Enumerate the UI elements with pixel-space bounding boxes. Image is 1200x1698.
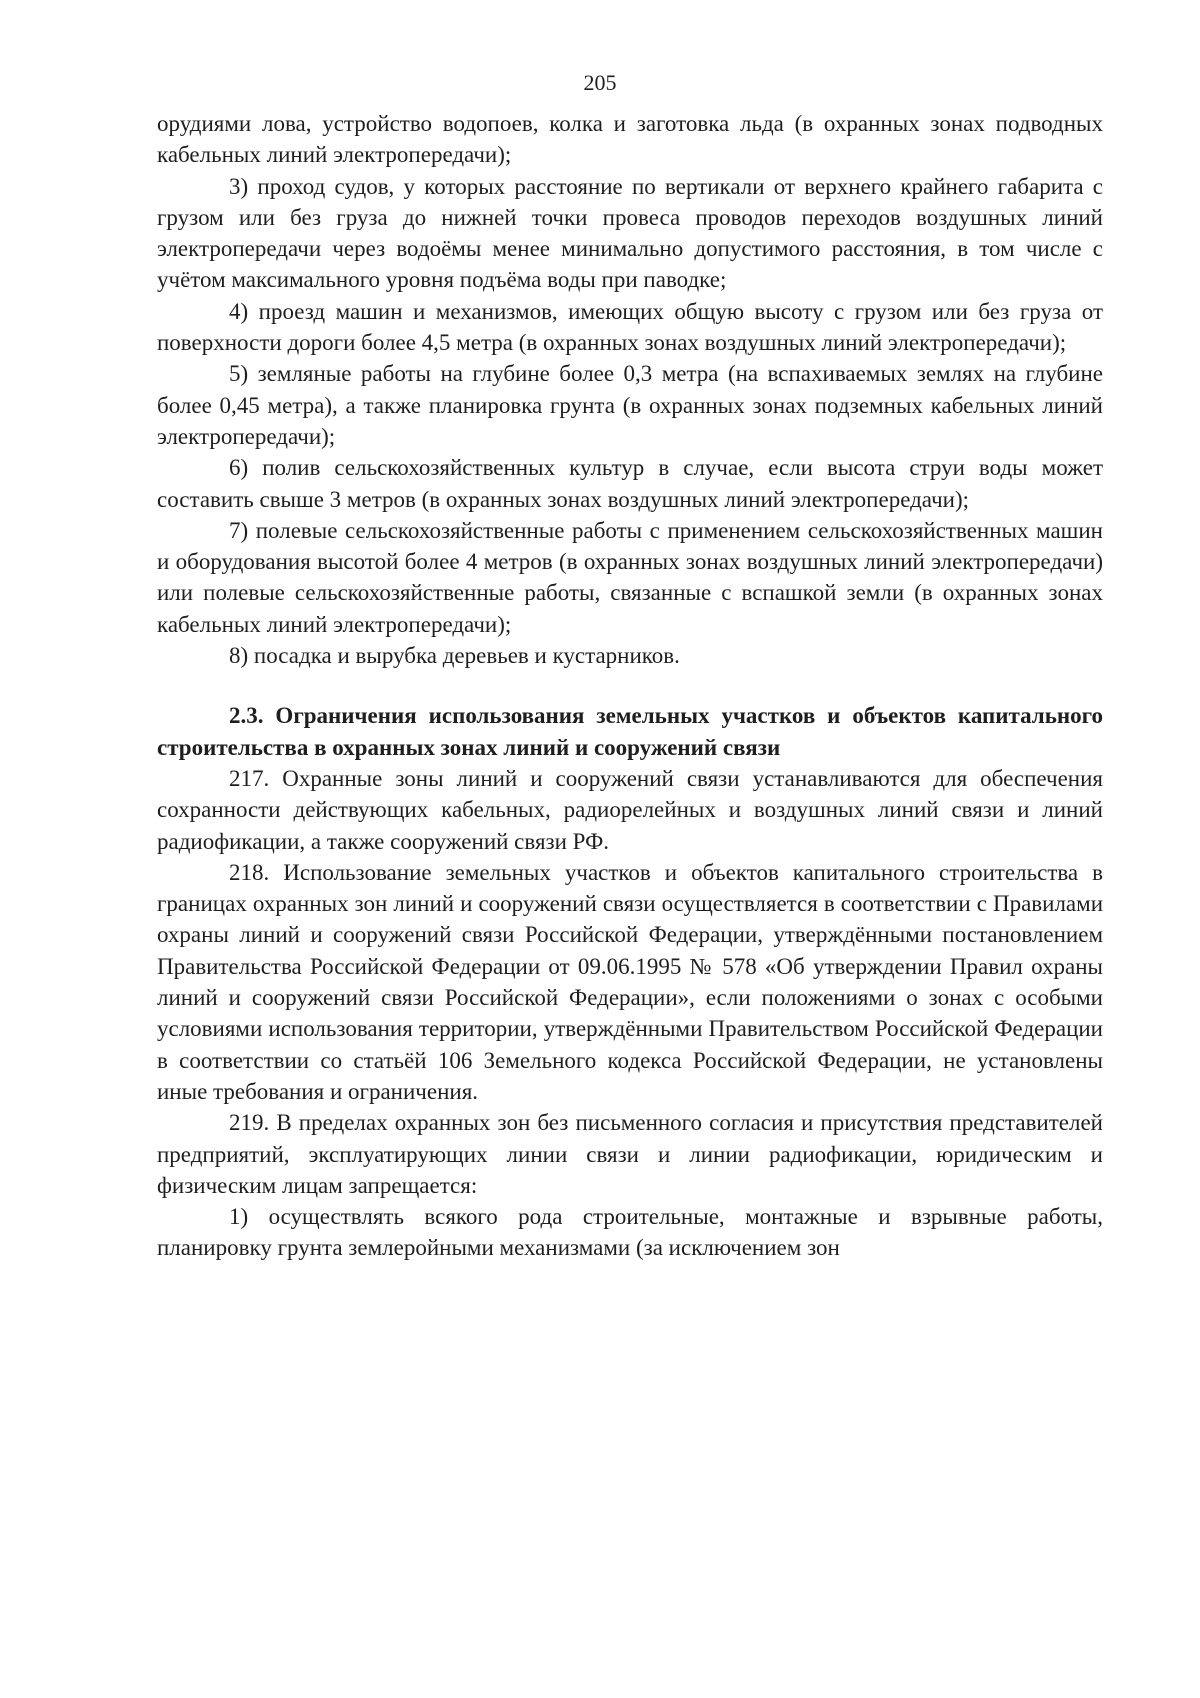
- paragraph-217: 217. Охранные зоны линий и сооружений связи устанавливаются для обеспечения сохранности действующих кабельных, радиорелейных и воздушных линий связи и линий радиофикации, а также сооружений связи РФ.: [157, 765, 1103, 854]
- list-item-6: 6) полив сельскохозяйственных культур в случае, если высота струи воды может составить свыше 3 метров (в охранных зонах воздушных линий электропередачи);: [157, 455, 1103, 512]
- list-item-1: 1) осуществлять всякого рода строительные, монтажные и взрывные работы, планировку грунта землеройными механизмами (за исключением зон: [157, 1204, 1103, 1261]
- paragraph-continued: орудиями лова, устройство водопоев, колка и заготовка льда (в охранных зонах подводных кабельных линий электропередачи);: [157, 111, 1103, 168]
- section-heading: 2.3. Ограничения использования земельных участков и объектов капитального строительства в охранных зонах линий и сооружений связи: [157, 703, 1103, 760]
- page-number: 205: [583, 70, 617, 95]
- list-item-3: 3) проход судов, у которых расстояние по вертикали от верхнего крайнего габарита с грузом или без груза до нижней точки провеса проводов переходов воздушных линий электропередачи через водоёмы менее минимально допустимого расстояния, в том числе с учётом максимального уровня подъёма воды при паводке;: [157, 173, 1103, 293]
- document-body: [157, 108, 1103, 1264]
- list-item-7: 7) полевые сельскохозяйственные работы с применением сельскохозяйственных машин и оборудования высотой более 4 метров (в охранных зонах воздушных линий электропередачи) или полевые сельскохозяйственные работы, связанные с вспашкой земли (в охранных зонах кабельных линий электропередачи);: [157, 517, 1103, 637]
- paragraph-218: 218. Использование земельных участков и объектов капитального строительства в границах охранных зон линий и сооружений связи осуществляется в соответствии с Правилами охраны линий и сооружений связи Российской Федерации, утверждёнными постановлением Правительства Российской Федерации от 09.06.1995 № 578 «Об утверждении Правил охраны линий и сооружений связи Российской Федерации», если положениями о зонах с особыми условиями использования территории, утверждёнными Правительством Российской Федерации в соответствии со статьёй 106 Земельного кодекса Российской Федерации, не установлены иные требования и ограничения.: [157, 859, 1103, 1104]
- list-item-8: 8) посадка и вырубка деревьев и кустарников.: [229, 643, 680, 669]
- list-item-4: 4) проезд машин и механизмов, имеющих общую высоту с грузом или без груза от поверхности дороги более 4,5 метра (в охранных зонах воздушных линий электропередачи);: [157, 298, 1103, 356]
- list-item-5: 5) земляные работы на глубине более 0,3 метра (на вспахиваемых землях на глубине более 0,45 метра), а также планировка грунта (в охранных зонах подземных кабельных линий электропередачи);: [157, 361, 1103, 449]
- paragraph-219: 219. В пределах охранных зон без письменного согласия и присутствия представителей предприятий, эксплуатирующих линии связи и линии радиофикации, юридическим и физическим лицам запрещается:: [157, 1110, 1103, 1198]
